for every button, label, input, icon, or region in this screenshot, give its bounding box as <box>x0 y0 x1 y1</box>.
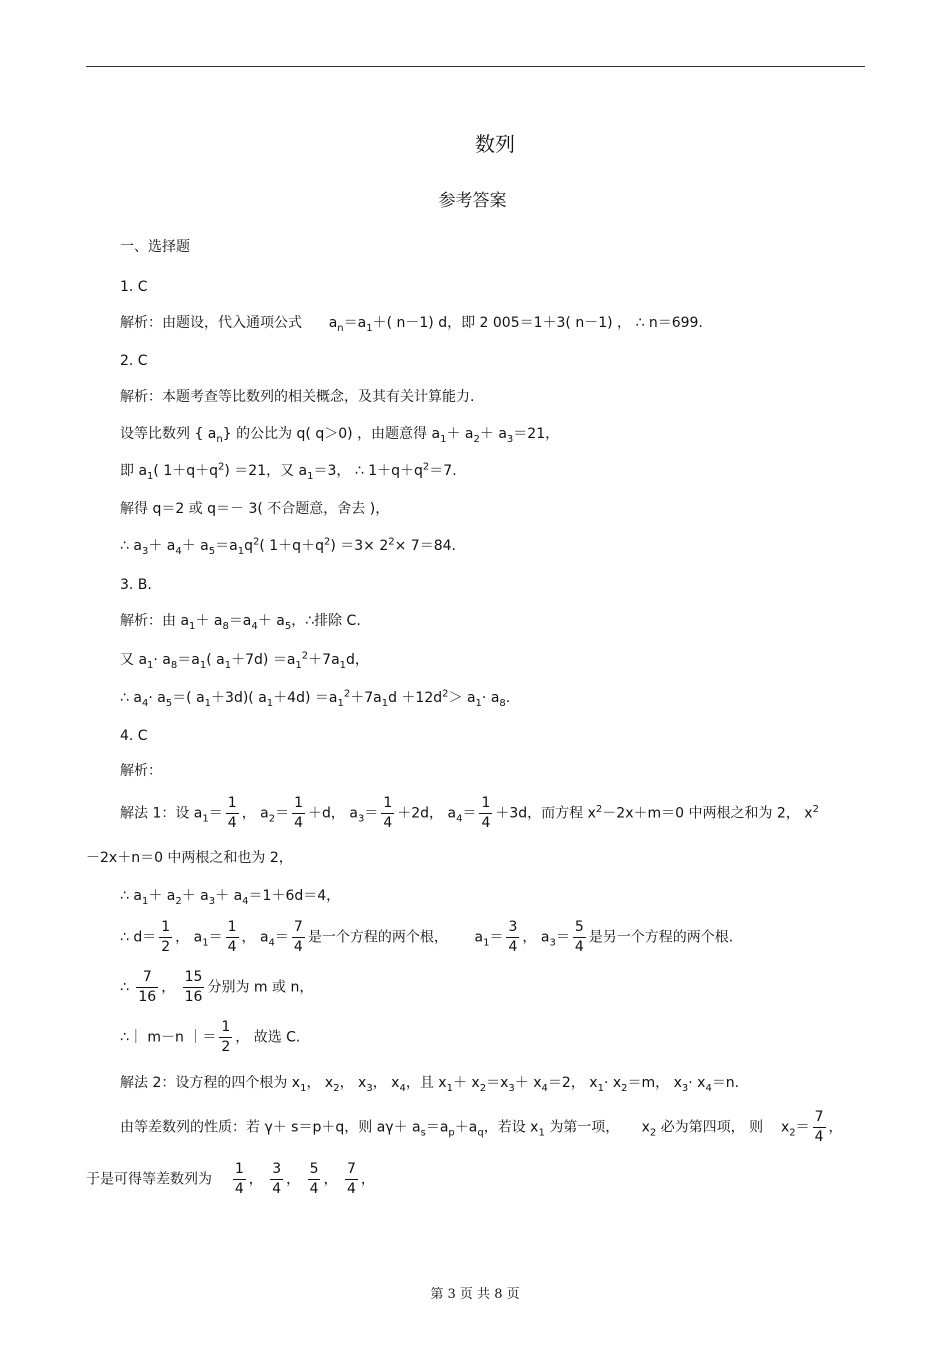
q4-answer: 4. C <box>120 728 148 744</box>
fraction: $\frac{1}{4}$ <box>234 1161 244 1197</box>
q2-line1: 设等比数列 { $a_n$} 的公比为 q( q＞0) ，由题意得 $a_1+ a_2+ a_3=21$， <box>120 426 560 445</box>
q4-method2-line3: 于是可得等差数列为 $\frac{1}{4}$ ， $\frac{3}{4}$ ， $\frac{5}{4}$ ， $\frac{7}{4}$ ， <box>86 1161 375 1197</box>
fraction: $\frac{1}{2}$ <box>221 1019 231 1055</box>
q4-method1-line3: ∴ $a_1+ a_2+ a_3+ a_4=1+6d=4$， <box>120 888 341 907</box>
q4-method1-line1: 解法 1：设 $a_1=$ $\frac{1}{4}$ ， $a_2=$ $\frac{1}{4}$ ＋d， $a_3=$ $\frac{1}{4}$ ＋2d， $a_4=$ $\frac{1}{4}$ ＋3d，而方程 $x^2-2x+m=0$ 中两根之和为 2， $x^2$ <box>120 795 819 831</box>
fraction: $\frac{7}{4}$ <box>293 919 303 955</box>
fraction: $\frac{15}{16}$ <box>184 969 203 1005</box>
q3-answer: 3. B. <box>120 577 152 593</box>
section-heading: 一、选择题 <box>120 239 190 255</box>
q4-method1-line4: ∴ d＝ $\frac{1}{2}$ ， $a_1=$ $\frac{1}{4}$ ， $a_4=$ $\frac{7}{4}$ 是一个方程的两个根， $a_1=$ $\frac{3}{4}$ ， $a_3=$ $\frac{5}{4}$ 是另一个方程的两个根. <box>120 919 734 955</box>
page-title: 数列 <box>475 132 515 156</box>
fraction: $\frac{3}{4}$ <box>508 919 518 955</box>
q2-line4: ∴ $a_3+ a_4+ a_5=a_1q^2$( $1+q+q^2) =3\times 2^2\times 7=84$. <box>120 536 456 557</box>
fraction: $\frac{7}{4}$ <box>346 1161 356 1197</box>
fraction: $\frac{7}{4}$ <box>814 1109 824 1145</box>
page-subtitle: 参考答案 <box>438 191 507 211</box>
fraction: $\frac{7}{16}$ <box>138 969 157 1005</box>
fraction: $\frac{1}{2}$ <box>161 919 171 955</box>
header-rule <box>86 66 865 67</box>
q2-solution: 解析：本题考查等比数列的相关概念，及其有关计算能力. <box>120 389 475 405</box>
fraction: $\frac{1}{4}$ <box>294 795 304 831</box>
fraction: $\frac{1}{4}$ <box>383 795 393 831</box>
q1-answer: 1. C <box>120 279 148 295</box>
q4-method1-line6: ∴｜ m－n ｜＝ $\frac{1}{2}$ ， 故选 C. <box>120 1019 301 1055</box>
q4-method1-line2: －2x＋n＝0 中两根之和也为 2， <box>86 850 293 866</box>
fraction: $\frac{5}{4}$ <box>574 919 584 955</box>
fraction: $\frac{5}{4}$ <box>309 1161 319 1197</box>
q4-method2-line2: 由等差数列的性质：若 γ＋ s＝p＋q，则 $a\gamma+ a_s=a_p+a_q$，若设 $x_1$ 为第一项， $x_2$ 必为第四项， 则 $x_2=$ $\frac{7}{4}$ ， <box>120 1109 843 1145</box>
q4-method1-line5: ∴ $\frac{7}{16}$ ， $\frac{15}{16}$ 分别为 m 或 n， <box>120 969 314 1005</box>
q3-line1: 解析：由 $a_1+ a_8=a_4+ a_5$，∴排除 C. <box>120 613 361 632</box>
page-footer: 第 3 页 共 8 页 <box>430 1287 520 1302</box>
fraction: $\frac{1}{4}$ <box>227 919 237 955</box>
q4-solution: 解析： <box>120 763 162 779</box>
q3-line2: 又 $a_1\cdot a_8=a_1$( $a_1+7d) =a_1^2+7a_1d$， <box>120 650 369 671</box>
fraction: $\frac{3}{4}$ <box>272 1161 282 1197</box>
q2-line3: 解得 q＝2 或 q＝－ 3( 不合题意，舍去 )， <box>120 501 390 517</box>
fraction: $\frac{1}{4}$ <box>227 795 237 831</box>
q4-method2-line1: 解法 2：设方程的四个根为 $x_1$， $x_2$， $x_3$， $x_4$，且 $x_1+ x_2=x_3+ x_4=2$， $x_1\cdot x_2=m$， $x_3\cdot x_4=n$. <box>120 1075 740 1094</box>
q1-solution: 解析：由题设，代入通项公式 $a_n=a_1+$( n－1) d，即 2 005＝1＋3( n－1) ， ∴ n＝699. <box>120 315 703 334</box>
q2-answer: 2. C <box>120 353 148 369</box>
q3-line3: ∴ $a_4\cdot a_5=$( $a_1+3d$)( $a_1+4d) =a_1^2+7a_1d +12d^2> a_1\cdot a_8$. <box>120 688 511 709</box>
fraction: $\frac{1}{4}$ <box>481 795 491 831</box>
q2-line2: 即 $a_1$( $1+q+q^2) =21$，又 $a_1=3$， ∴ $1+q+q^2=7$. <box>120 461 457 482</box>
